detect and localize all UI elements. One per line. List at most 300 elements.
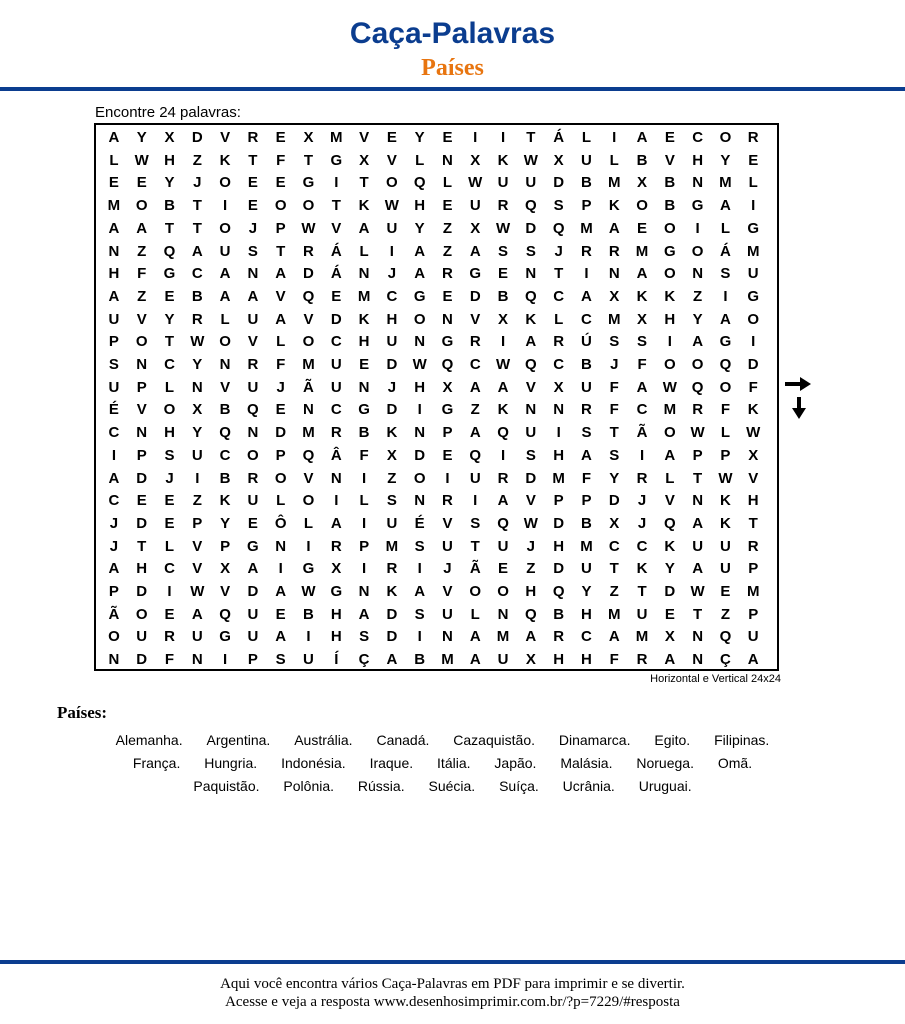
grid-cell: R	[386, 560, 398, 578]
grid-cell: D	[664, 583, 676, 600]
grid-cell: V	[664, 151, 675, 169]
word-item: Dinamarca.	[558, 732, 631, 748]
grid-cell: S	[247, 242, 258, 260]
grid-cell: J	[554, 242, 563, 260]
grid-cell: H	[164, 424, 175, 442]
grid-cell: Y	[136, 129, 147, 146]
grid-cell: L	[276, 492, 286, 510]
grid-cell: H	[553, 537, 565, 555]
grid-cell: C	[386, 287, 398, 305]
grid-cell: Q	[525, 356, 537, 373]
grid-cell: Ã	[108, 605, 120, 623]
grid-row	[96, 262, 781, 285]
grid-cell: H	[136, 560, 148, 578]
grid-cell: O	[302, 197, 315, 215]
grid-cell: I	[223, 651, 228, 669]
grid-cell: E	[442, 287, 453, 305]
grid-cell: M	[663, 401, 677, 419]
grid-cell: O	[163, 401, 176, 419]
grid-cell: Q	[441, 356, 454, 373]
grid-cell: E	[275, 174, 286, 192]
grid-cell: S	[609, 333, 620, 351]
grid-cell: X	[525, 651, 536, 669]
grid-cell: W	[495, 219, 511, 237]
grid-cell: V	[220, 378, 231, 396]
grid-cell: Q	[719, 356, 732, 373]
word-item: Iraque.	[369, 755, 414, 771]
grid-cell: A	[414, 242, 426, 260]
grid-cell: Q	[497, 424, 509, 442]
grid-cell: H	[692, 151, 704, 169]
grid-cell: W	[495, 356, 511, 373]
grid-cell: T	[276, 242, 286, 260]
grid-cell: H	[164, 151, 175, 169]
grid-cell: B	[581, 356, 592, 373]
grid-cell: W	[134, 151, 149, 169]
grid-cell: U	[469, 469, 481, 487]
grid-cell: R	[636, 469, 648, 487]
grid-cell: E	[247, 197, 258, 215]
page-title: Caça-Palavras	[349, 17, 556, 50]
grid-cell: Q	[664, 514, 676, 532]
grid-cell: A	[219, 265, 231, 283]
grid-cell: A	[497, 492, 509, 510]
grid-cell: E	[247, 174, 258, 192]
grid-cell: O	[691, 356, 704, 373]
grid-cell: E	[164, 287, 175, 305]
grid-cell: Á	[330, 242, 342, 260]
word-item: Malásia.	[560, 755, 613, 771]
grid-cell: V	[303, 469, 314, 487]
word-item: Austrália.	[294, 732, 353, 748]
grid-cell: I	[389, 242, 394, 260]
grid-cell: B	[497, 287, 509, 305]
grid-cell: T	[137, 537, 147, 555]
grid-cell: B	[581, 514, 592, 532]
grid-cell: I	[556, 424, 561, 442]
grid-cell: Z	[470, 401, 480, 419]
grid-cell: U	[525, 424, 537, 442]
grid-cell: L	[665, 469, 675, 487]
grid-cell: P	[720, 446, 731, 464]
grid-cell: M	[607, 605, 621, 623]
grid-cell: O	[664, 424, 676, 442]
grid-cell: E	[136, 492, 147, 510]
grid-cell: X	[609, 514, 620, 532]
grid-cell: A	[386, 651, 398, 669]
grid-cell: A	[469, 651, 481, 669]
grid-cell: X	[359, 151, 370, 169]
grid-cell: G	[441, 401, 454, 419]
grid-cell: P	[748, 605, 759, 623]
grid-cell: S	[637, 333, 648, 351]
word-item: Suíça.	[499, 778, 539, 794]
grid-cell: F	[609, 651, 619, 669]
grid-cell: D	[136, 651, 148, 669]
word-item: Suécia.	[428, 778, 476, 794]
grid-cell: A	[664, 446, 676, 464]
grid-cell: L	[748, 174, 758, 192]
grid-cell: A	[247, 287, 259, 305]
grid-cell: Y	[414, 129, 425, 146]
grid-cell: J	[276, 378, 285, 396]
grid-cell: R	[747, 129, 759, 146]
grid-cell: X	[442, 378, 453, 396]
grid-cell: L	[581, 129, 592, 146]
grid-cell: O	[497, 583, 509, 600]
grid-cell: N	[414, 492, 426, 510]
grid-cell: I	[334, 174, 339, 192]
grid-cell: V	[442, 583, 453, 600]
grid-cell: T	[192, 219, 202, 237]
grid-cell: E	[275, 401, 286, 419]
grid-cell: R	[191, 310, 203, 328]
grid-cell: X	[553, 378, 564, 396]
grid-cell: Q	[413, 174, 426, 192]
grid-cell: L	[164, 378, 175, 396]
grid-cell: R	[330, 424, 342, 442]
grid-cell: I	[167, 583, 172, 600]
grid-cell: A	[692, 560, 704, 578]
grid-cell: C	[191, 265, 203, 283]
grid-cell: T	[748, 514, 758, 532]
grid-cell: F	[637, 356, 647, 373]
word-list-line	[0, 777, 885, 795]
grid-cell: N	[358, 378, 370, 396]
grid-cell: Í	[334, 651, 339, 669]
grid-cell: X	[748, 446, 759, 464]
word-item: Ucrânia.	[562, 778, 615, 794]
grid-cell: S	[609, 446, 620, 464]
grid-cell: J	[443, 560, 452, 578]
grid-cell: U	[247, 492, 259, 510]
grid-cell: A	[525, 628, 537, 646]
grid-cell: N	[275, 537, 287, 555]
grid-cell: T	[609, 424, 619, 442]
grid-cell: É	[414, 514, 425, 532]
grid-cell: P	[581, 492, 592, 510]
grid-cell: J	[109, 537, 119, 555]
grid-cell: S	[720, 265, 731, 283]
grid-cell: G	[719, 333, 732, 351]
grid-cell: Q	[525, 197, 537, 215]
grid-cell: Q	[552, 583, 565, 600]
grid-cell: I	[417, 560, 422, 578]
word-item: Alemanha.	[115, 732, 183, 748]
grid-cell: A	[525, 333, 537, 351]
grid-cell: K	[608, 197, 620, 215]
grid-cell: M	[552, 469, 565, 487]
grid-cell: G	[691, 197, 704, 215]
grid-cell: C	[219, 446, 231, 464]
grid-cell: R	[553, 628, 565, 646]
grid-cell: R	[497, 469, 509, 487]
grid-cell: B	[636, 151, 648, 169]
grid-cell: D	[747, 356, 759, 373]
grid-cell: C	[581, 310, 592, 328]
grid-cell: R	[330, 537, 342, 555]
word-item: Egito.	[654, 732, 691, 748]
grid-cell: V	[442, 514, 453, 532]
grid-cell: J	[248, 219, 258, 237]
grid-cell: W	[523, 514, 538, 532]
grid-cell: O	[664, 356, 676, 373]
grid-cell: M	[580, 537, 593, 555]
grid-cell: H	[386, 310, 398, 328]
word-item: Filipinas.	[714, 732, 770, 748]
grid-cell: K	[636, 560, 648, 578]
grid-cell: S	[498, 242, 509, 260]
grid-cell: Z	[442, 242, 453, 260]
grid-cell: F	[359, 446, 369, 464]
grid-cell: B	[358, 424, 370, 442]
grid-cell: E	[164, 514, 175, 532]
grid-cell: R	[581, 401, 592, 419]
word-item: Itália.	[437, 755, 471, 771]
grid-cell: K	[358, 310, 370, 328]
grid-cell: V	[192, 560, 203, 578]
grid-cell: Y	[164, 310, 175, 328]
grid-cell: W	[690, 583, 705, 600]
grid-cell: Á	[720, 242, 731, 260]
grid-cell: B	[164, 197, 175, 215]
grid-cell: D	[191, 129, 203, 146]
grid-cell: G	[330, 151, 343, 169]
grid-cell: X	[498, 310, 509, 328]
grid-cell: G	[469, 265, 482, 283]
grid-cell: I	[723, 287, 728, 305]
grid-cell: H	[330, 628, 342, 646]
grid-cell: Ã	[636, 424, 648, 442]
grid-cell: A	[664, 651, 676, 669]
grid-cell: U	[581, 560, 592, 578]
grid-cell: V	[331, 219, 342, 237]
grid-row	[96, 285, 781, 308]
grid-cell: A	[608, 628, 620, 646]
grid-cell: N	[108, 242, 120, 260]
grid-cell: C	[636, 401, 648, 419]
grid-cell: I	[667, 333, 672, 351]
grid-cell: M	[302, 424, 315, 442]
grid-cell: U	[219, 242, 231, 260]
grid-cell: T	[526, 129, 536, 146]
grid-row	[96, 648, 781, 671]
grid-cell: I	[500, 446, 506, 464]
grid-cell: X	[192, 401, 203, 419]
grid-cell: L	[303, 514, 314, 532]
grid-cell: E	[442, 197, 453, 215]
grid-cell: E	[664, 605, 675, 623]
grid-cell: A	[692, 514, 704, 532]
grid-cell: N	[442, 151, 453, 169]
grid-cell: H	[414, 197, 426, 215]
grid-cell: W	[384, 197, 399, 215]
word-item: Canadá.	[376, 732, 430, 748]
grid-cell: Q	[302, 287, 315, 305]
grid-cell: R	[692, 401, 704, 419]
grid-cell: A	[108, 129, 120, 146]
grid-cell: A	[581, 287, 592, 305]
grid-cell: A	[414, 265, 426, 283]
word-item: Indonésia.	[281, 755, 346, 771]
grid-row	[96, 489, 781, 512]
grid-cell: Z	[720, 605, 731, 623]
grid-cell: W	[662, 378, 677, 396]
grid-cell: K	[636, 287, 648, 305]
grid-cell: Z	[693, 287, 703, 305]
grid-cell: L	[359, 492, 369, 510]
grid-cell: O	[135, 605, 148, 623]
grid-cell: U	[692, 537, 704, 555]
grid-cell: A	[720, 310, 731, 328]
grid-row	[96, 467, 781, 490]
grid-cell: G	[163, 265, 176, 283]
grid-cell: E	[498, 560, 509, 578]
word-list-heading: Países:	[57, 703, 108, 722]
grid-cell: I	[111, 446, 116, 464]
grid-cell: F	[581, 469, 592, 487]
grid-cell: A	[636, 265, 648, 283]
grid-cell: D	[136, 514, 148, 532]
grid-cell: P	[108, 333, 119, 351]
grid-row	[96, 217, 781, 240]
grid-cell: G	[441, 333, 454, 351]
grid-cell: B	[414, 651, 426, 669]
grid-cell: N	[525, 401, 537, 419]
grid-cell: E	[247, 514, 258, 532]
grid-cell: C	[581, 628, 592, 646]
grid-cell: K	[720, 492, 731, 510]
grid-cell: X	[164, 129, 175, 146]
word-item: Argentina.	[206, 732, 271, 748]
grid-cell: M	[357, 287, 371, 305]
grid-cell: S	[359, 628, 370, 646]
grid-cell: Á	[553, 129, 565, 146]
grid-cell: A	[692, 333, 704, 351]
grid-cell: H	[358, 333, 370, 351]
grid-cell: W	[690, 424, 705, 442]
grid-cell: A	[608, 219, 620, 237]
grid-cell: R	[469, 333, 481, 351]
grid-cell: A	[414, 583, 426, 600]
grid-cell: S	[525, 446, 536, 464]
grid-cell: B	[553, 605, 565, 623]
grid-cell: J	[637, 514, 647, 532]
grid-cell: Z	[442, 219, 453, 237]
grid-cell: G	[664, 242, 676, 260]
grid-cell: U	[720, 537, 731, 555]
grid-cell: K	[386, 424, 398, 442]
grid-cell: V	[303, 310, 314, 328]
grid-cell: I	[306, 628, 311, 646]
grid-cell: O	[719, 378, 732, 396]
grid-cell: X	[664, 628, 675, 646]
grid-row	[96, 603, 781, 626]
grid-cell: N	[191, 651, 203, 669]
grid-cell: N	[414, 333, 426, 351]
grid-cell: O	[747, 310, 760, 328]
grid-cell: R	[608, 242, 620, 260]
grid-cell: L	[164, 537, 175, 555]
grid-cell: V	[275, 287, 286, 305]
grid-row	[96, 194, 781, 217]
grid-cell: E	[442, 446, 453, 464]
grid-cell: Y	[720, 151, 731, 169]
grid-cell: I	[445, 469, 450, 487]
grid-cell: U	[191, 628, 203, 646]
grid-cell: L	[442, 174, 453, 192]
grid-cell: U	[636, 605, 648, 623]
grid-cell: L	[220, 310, 230, 328]
grid-cell: O	[135, 197, 148, 215]
grid-row	[96, 535, 781, 558]
grid-cell: E	[359, 356, 370, 373]
word-item: França.	[132, 755, 181, 771]
grid-cell: E	[331, 287, 342, 305]
grid-cell: D	[386, 356, 398, 373]
grid-cell: J	[526, 537, 536, 555]
grid-cell: R	[247, 129, 259, 146]
grid-cell: Ç	[358, 651, 370, 669]
grid-cell: O	[302, 492, 315, 510]
grid-cell: G	[747, 219, 760, 237]
grid-cell: O	[274, 197, 287, 215]
grid-cell: E	[275, 129, 286, 146]
grid-cell: G	[302, 560, 315, 578]
grid-cell: U	[247, 605, 259, 623]
grid-cell: X	[220, 560, 231, 578]
grid-cell: L	[109, 151, 119, 169]
grid-cell: M	[107, 197, 121, 215]
grid-cell: T	[470, 537, 480, 555]
grid-cell: G	[247, 537, 259, 555]
grid-cell: Ç	[720, 651, 731, 669]
grid-cell: I	[473, 129, 478, 146]
grid-cell: W	[412, 356, 427, 373]
grid-cell: N	[191, 378, 203, 396]
grid-cell: I	[639, 446, 645, 464]
grid-row	[96, 625, 781, 648]
grid-cell: I	[751, 333, 756, 351]
grid-cell: D	[386, 628, 398, 646]
grid-cell: Q	[525, 605, 537, 623]
grid-cell: C	[108, 424, 120, 442]
grid-row	[96, 580, 781, 603]
word-item: Uruguai.	[638, 778, 692, 794]
word-search-grid	[94, 123, 779, 671]
grid-cell: Ã	[303, 378, 314, 396]
grid-cell: L	[554, 310, 564, 328]
grid-cell: V	[359, 129, 370, 146]
grid-row	[96, 149, 781, 172]
grid-cell: Z	[137, 287, 147, 305]
grid-cell: H	[553, 446, 565, 464]
grid-cell: B	[581, 174, 592, 192]
grid-cell: W	[301, 219, 316, 237]
grid-cell: I	[195, 469, 200, 487]
grid-cell: U	[747, 265, 759, 283]
grid-cell: D	[553, 560, 565, 578]
grid-cell: A	[469, 378, 481, 396]
grid-cell: K	[386, 583, 398, 600]
grid-row	[96, 240, 781, 263]
grid-cell: J	[637, 492, 647, 510]
grid-cell: F	[720, 401, 731, 419]
grid-cell: N	[414, 424, 426, 442]
grid-cell: S	[470, 514, 481, 532]
grid-cell: Y	[664, 560, 675, 578]
grid-cell: O	[719, 129, 732, 146]
